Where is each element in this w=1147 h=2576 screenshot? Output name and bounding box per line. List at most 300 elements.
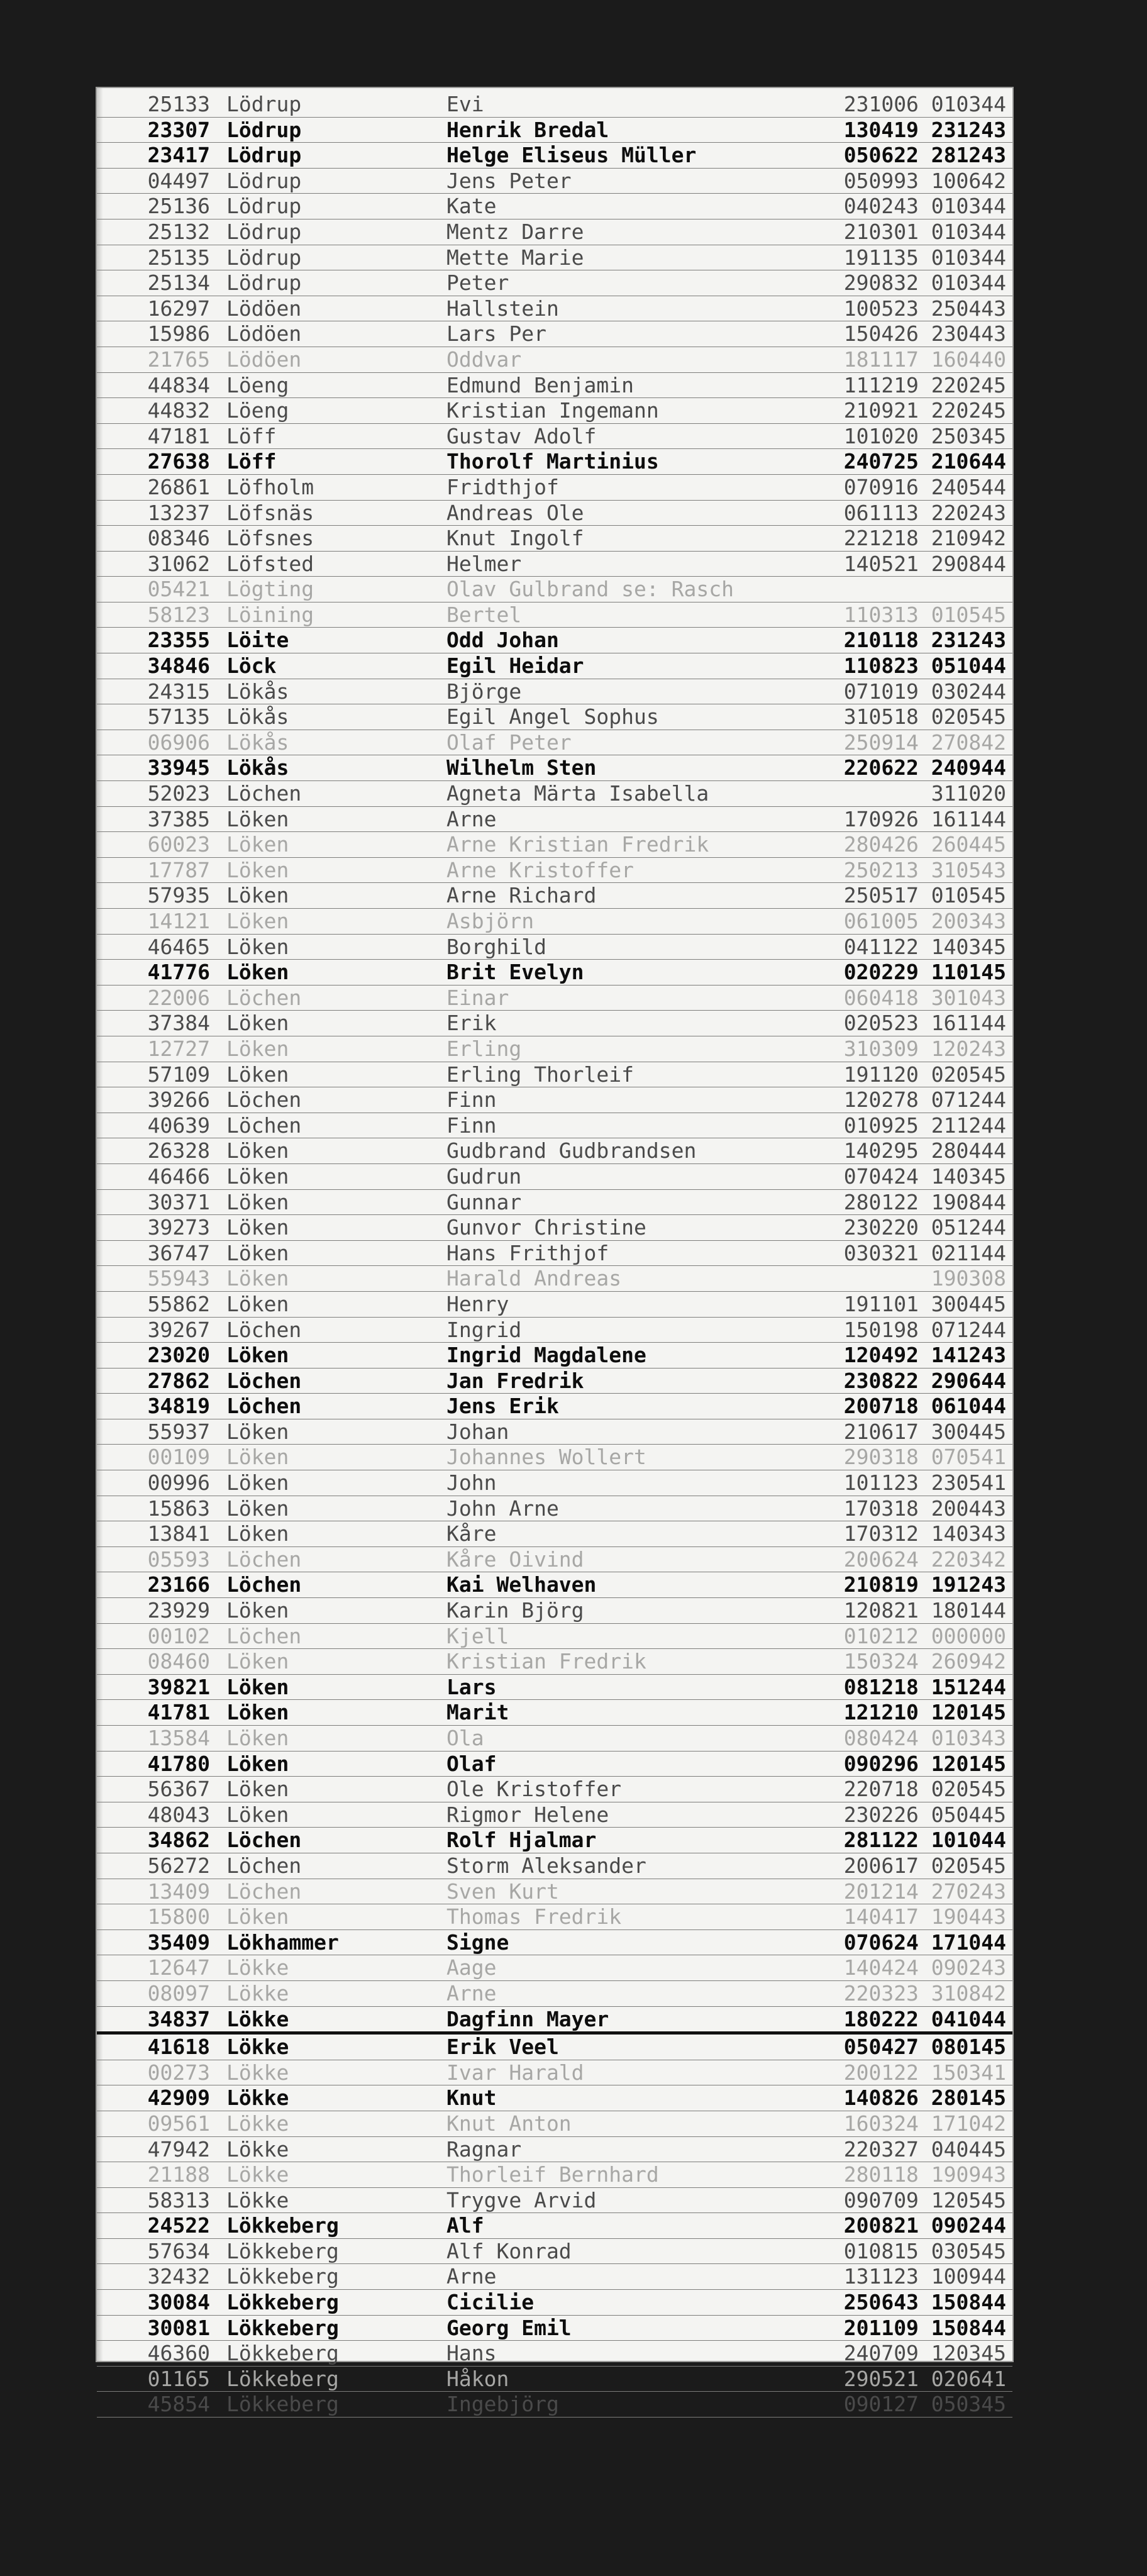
record-row	[97, 1087, 1012, 1113]
record-dates: 081218 151244	[843, 1674, 1006, 1699]
record-given-names: Olaf Peter	[446, 730, 572, 755]
record-given-names: Arne Kristian Fredrik	[446, 832, 709, 857]
record-given-names: Bertel	[446, 602, 522, 627]
record-given-names: Arne	[446, 1980, 497, 2006]
record-number: 34862	[147, 1828, 210, 1853]
record-surname: Lökke	[226, 2006, 289, 2031]
record-number: 58123	[147, 602, 210, 627]
record-given-names: Cicilie	[446, 2290, 535, 2315]
record-row	[97, 1572, 1012, 1598]
record-surname: Lödrup	[226, 168, 302, 193]
record-row	[97, 909, 1012, 935]
record-row	[97, 755, 1012, 781]
record-surname: Lödrup	[226, 92, 302, 116]
record-given-names: Oddvar	[446, 347, 522, 372]
record-number: 41781	[147, 1700, 210, 1725]
record-number: 55943	[147, 1266, 210, 1291]
record-given-names: Ingrid	[446, 1317, 522, 1342]
record-row	[97, 2060, 1012, 2086]
record-given-names: Rolf Hjalmar	[446, 1828, 597, 1853]
record-dates: 221218 210942	[843, 526, 1006, 551]
record-number: 32432	[147, 2264, 210, 2289]
record-dates: 220327 040445	[843, 2136, 1006, 2162]
record-row	[97, 2162, 1012, 2188]
record-number: 41780	[147, 1751, 210, 1776]
record-row	[97, 1726, 1012, 1752]
record-row	[97, 2213, 1012, 2239]
record-row	[97, 1368, 1012, 1394]
record-number: 01165	[147, 2366, 210, 2391]
record-given-names: Storm Aleksander	[446, 1853, 646, 1878]
record-surname: Lökkeberg	[226, 2290, 339, 2315]
record-dates: 181117 160440	[843, 347, 1006, 372]
record-given-names: Johannes Wollert	[446, 1445, 646, 1470]
record-row	[97, 1700, 1012, 1726]
record-number: 55937	[147, 1419, 210, 1444]
record-number: 26328	[147, 1138, 210, 1163]
record-given-names: Knut Anton	[446, 2111, 572, 2136]
record-number: 05593	[147, 1546, 210, 1572]
record-row	[97, 1828, 1012, 1853]
record-number: 47181	[147, 423, 210, 448]
record-row	[97, 883, 1012, 909]
record-given-names: Kate	[446, 194, 497, 219]
record-surname: Lökke	[226, 1980, 289, 2006]
record-row	[97, 475, 1012, 501]
record-surname: Lödrup	[226, 194, 302, 219]
record-dates: 220622 240944	[843, 755, 1006, 780]
record-row	[97, 1190, 1012, 1216]
record-row	[97, 1036, 1012, 1062]
record-given-names: Ola	[446, 1726, 484, 1750]
record-surname: Löfholm	[226, 474, 314, 499]
record-given-names: Agneta Märta Isabella	[446, 781, 709, 806]
record-given-names: Jens Erik	[446, 1394, 559, 1419]
record-dates: 290318 070541	[843, 1445, 1006, 1470]
record-surname: Lödöen	[226, 296, 302, 321]
record-dates: 120492 141243	[843, 1343, 1006, 1368]
record-number: 15863	[147, 1496, 210, 1521]
record-number: 39273	[147, 1215, 210, 1240]
record-dates: 201214 270243	[843, 1879, 1006, 1904]
record-surname: Lökke	[226, 2060, 289, 2085]
record-surname: Löken	[226, 1726, 289, 1750]
record-row	[97, 781, 1012, 807]
record-dates: 020523 161144	[843, 1011, 1006, 1036]
record-number: 44832	[147, 398, 210, 423]
record-given-names: Erik Veel	[446, 2035, 559, 2060]
record-given-names: Kristian Fredrik	[446, 1649, 646, 1674]
record-given-names: Egil Angel Sophus	[446, 704, 659, 730]
record-dates: 120821 180144	[843, 1598, 1006, 1623]
record-dates: 110313 010545	[843, 602, 1006, 627]
record-surname: Löken	[226, 1700, 289, 1725]
record-given-names: Gustav Adolf	[446, 423, 597, 448]
record-given-names: Borghild	[446, 934, 546, 959]
record-number: 00996	[147, 1470, 210, 1496]
record-dates: 110823 051044	[843, 653, 1006, 679]
record-dates: 160324 171042	[843, 2111, 1006, 2136]
record-surname: Lökke	[226, 2111, 289, 2136]
record-number: 00109	[147, 1445, 210, 1470]
record-dates: 230822 290644	[843, 1368, 1006, 1393]
record-number: 00102	[147, 1623, 210, 1648]
record-row	[97, 1547, 1012, 1573]
record-number: 22006	[147, 985, 210, 1010]
record-number: 05421	[147, 577, 210, 602]
record-row	[97, 679, 1012, 705]
record-surname: Löchen	[226, 1113, 302, 1138]
record-number: 24315	[147, 679, 210, 704]
record-row	[97, 2392, 1012, 2418]
record-dates: 230220 051244	[843, 1215, 1006, 1240]
record-dates: 080424 010343	[843, 1726, 1006, 1750]
record-given-names: Ivar Harald	[446, 2060, 584, 2085]
record-given-names: Erling Thorleif	[446, 1062, 634, 1087]
record-dates: 250643 150844	[843, 2290, 1006, 2315]
record-given-names: Sven Kurt	[446, 1879, 559, 1904]
record-row	[97, 1675, 1012, 1701]
record-surname: Löff	[226, 423, 277, 448]
record-row	[97, 1394, 1012, 1419]
record-number: 23307	[147, 117, 210, 142]
record-row	[97, 602, 1012, 628]
record-surname: Lökkeberg	[226, 2315, 339, 2340]
record-row	[97, 1215, 1012, 1241]
record-dates: 240709 120345	[843, 2341, 1006, 2366]
record-surname: Lödöen	[226, 347, 302, 372]
record-dates: 050622 281243	[843, 143, 1006, 168]
record-number: 04497	[147, 168, 210, 193]
record-surname: Lökkeberg	[226, 2341, 339, 2366]
record-row	[97, 347, 1012, 373]
record-dates: 200821 090244	[843, 2213, 1006, 2238]
record-row	[97, 858, 1012, 884]
record-given-names: Egil Heidar	[446, 653, 584, 679]
record-number: 25133	[147, 92, 210, 116]
record-dates: 210921 220245	[843, 398, 1006, 423]
record-row	[97, 194, 1012, 219]
record-surname: Löken	[226, 1674, 289, 1699]
record-row	[97, 449, 1012, 475]
record-dates: 041122 140345	[843, 934, 1006, 959]
record-row	[97, 1598, 1012, 1624]
record-surname: Löken	[226, 1521, 289, 1546]
record-row	[97, 2085, 1012, 2111]
record-dates: 060418 301043	[843, 985, 1006, 1010]
record-number: 08097	[147, 1980, 210, 2006]
record-number: 15986	[147, 321, 210, 347]
record-dates: 210617 300445	[843, 1419, 1006, 1444]
record-dates: 280426 260445	[843, 832, 1006, 857]
record-given-names: Kåre	[446, 1521, 497, 1546]
record-number: 57634	[147, 2238, 210, 2263]
record-given-names: Marit	[446, 1700, 509, 1725]
record-surname: Löchen	[226, 1828, 302, 1853]
record-number: 13584	[147, 1726, 210, 1750]
record-dates: 150426 230443	[843, 321, 1006, 347]
record-row	[97, 2035, 1012, 2060]
record-row	[97, 1343, 1012, 1368]
record-number: 13841	[147, 1521, 210, 1546]
record-surname: Löchen	[226, 1623, 302, 1648]
record-dates: 010815 030545	[843, 2238, 1006, 2263]
record-number: 14121	[147, 909, 210, 933]
record-row	[97, 1241, 1012, 1267]
record-dates: 070624 171044	[843, 1929, 1006, 1955]
record-surname: Löken	[226, 1777, 289, 1802]
record-given-names: Hans	[446, 2341, 497, 2366]
record-given-names: Odd Johan	[446, 628, 559, 653]
record-row	[97, 960, 1012, 985]
record-given-names: Gudbrand Gudbrandsen	[446, 1138, 697, 1163]
record-number: 25136	[147, 194, 210, 219]
record-row	[97, 526, 1012, 552]
record-surname: Löeng	[226, 372, 289, 397]
record-given-names: Mentz Darre	[446, 219, 584, 244]
record-row	[97, 1266, 1012, 1292]
record-number: 47942	[147, 2136, 210, 2162]
record-surname: Löchen	[226, 1368, 302, 1393]
record-row	[97, 143, 1012, 169]
record-given-names: Gunnar	[446, 1189, 522, 1214]
record-row	[97, 1138, 1012, 1164]
record-surname: Lögting	[226, 577, 314, 602]
record-given-names: John	[446, 1470, 497, 1496]
record-number: 52023	[147, 781, 210, 806]
record-number: 46360	[147, 2341, 210, 2366]
record-dates: 231006 010344	[843, 92, 1006, 116]
record-dates: 180222 041044	[843, 2006, 1006, 2031]
record-surname: Löeng	[226, 398, 289, 423]
record-dates: 170926 161144	[843, 806, 1006, 831]
record-surname: Lökke	[226, 2085, 289, 2111]
record-number: 46465	[147, 934, 210, 959]
record-number: 40639	[147, 1113, 210, 1138]
record-number: 30084	[147, 2290, 210, 2315]
record-dates: 140424 090243	[843, 1955, 1006, 1980]
record-row	[97, 704, 1012, 730]
record-surname: Löken	[226, 1445, 289, 1470]
record-row	[97, 1419, 1012, 1445]
record-given-names: Jens Peter	[446, 168, 572, 193]
record-surname: Löken	[226, 1496, 289, 1521]
record-surname: Lödrup	[226, 117, 302, 142]
record-dates: 200122 150341	[843, 2060, 1006, 2085]
record-surname: Löken	[226, 1419, 289, 1444]
record-dates: 150198 071244	[843, 1317, 1006, 1342]
record-row	[97, 2316, 1012, 2341]
record-dates: 310309 120243	[843, 1036, 1006, 1061]
record-surname: Lökås	[226, 679, 289, 704]
record-row	[97, 1113, 1012, 1139]
record-number: 09561	[147, 2111, 210, 2136]
record-surname: Lökkeberg	[226, 2238, 339, 2263]
record-given-names: Kjell	[446, 1623, 509, 1648]
record-surname: Lödrup	[226, 270, 302, 296]
record-given-names: Andreas Ole	[446, 500, 584, 525]
record-row	[97, 1624, 1012, 1650]
record-given-names: Finn	[446, 1113, 497, 1138]
record-surname: Lökås	[226, 755, 289, 780]
record-surname: Löken	[226, 1189, 289, 1214]
record-dates: 140521 290844	[843, 551, 1006, 576]
record-surname: Lödöen	[226, 321, 302, 347]
record-row	[97, 985, 1012, 1011]
record-row	[97, 2111, 1012, 2137]
record-dates: 070916 240544	[843, 474, 1006, 499]
record-number: 15800	[147, 1904, 210, 1929]
record-number: 34846	[147, 653, 210, 679]
record-row	[97, 1752, 1012, 1777]
record-number: 08346	[147, 526, 210, 551]
record-given-names: Wilhelm Sten	[446, 755, 597, 780]
record-surname: Löfsnes	[226, 526, 314, 551]
record-dates: 210118 231243	[843, 628, 1006, 653]
record-dates: 020229 110145	[843, 960, 1006, 985]
record-dates: 090709 120545	[843, 2187, 1006, 2212]
record-given-names: Ragnar	[446, 2136, 522, 2162]
record-dates: 140417 190443	[843, 1904, 1006, 1929]
record-row	[97, 219, 1012, 245]
record-surname: Löite	[226, 628, 289, 653]
record-number: 13237	[147, 500, 210, 525]
record-number: 44834	[147, 372, 210, 397]
record-surname: Löken	[226, 1036, 289, 1061]
record-surname: Löken	[226, 857, 289, 882]
record-dates: 310518 020545	[843, 704, 1006, 730]
record-surname: Löken	[226, 1343, 289, 1368]
record-given-names: Thorleif Bernhard	[446, 2162, 659, 2187]
record-dates: 201109 150844	[843, 2315, 1006, 2340]
record-number: 34837	[147, 2006, 210, 2031]
record-row	[97, 1318, 1012, 1343]
record-surname: Löchen	[226, 1546, 302, 1572]
record-number: 35409	[147, 1929, 210, 1955]
record-row	[97, 1292, 1012, 1318]
record-given-names: Arne	[446, 2264, 497, 2289]
record-dates: 071019 030244	[843, 679, 1006, 704]
record-surname: Löken	[226, 1751, 289, 1776]
record-number: 56272	[147, 1853, 210, 1878]
record-row	[97, 2341, 1012, 2367]
record-number: 55862	[147, 1291, 210, 1316]
record-given-names: Arne Richard	[446, 883, 597, 908]
record-given-names: Finn	[446, 1087, 497, 1113]
record-dates: 250213 310543	[843, 857, 1006, 882]
record-dates: 150324 260942	[843, 1649, 1006, 1674]
record-number: 00273	[147, 2060, 210, 2085]
record-number: 60023	[147, 832, 210, 857]
record-row	[97, 424, 1012, 450]
record-given-names: Olaf	[446, 1751, 497, 1776]
record-row	[97, 1062, 1012, 1088]
record-surname: Lökke	[226, 2162, 289, 2187]
record-number: 46466	[147, 1163, 210, 1189]
record-number: 23355	[147, 628, 210, 653]
record-number: 37385	[147, 806, 210, 831]
record-dates: 280122 190844	[843, 1189, 1006, 1214]
record-dates: 061113 220243	[843, 500, 1006, 525]
record-surname: Löchen	[226, 1087, 302, 1113]
record-number: 25135	[147, 245, 210, 270]
record-dates: 281122 101044	[843, 1828, 1006, 1853]
record-given-names: Erik	[446, 1011, 497, 1036]
record-row	[97, 92, 1012, 118]
record-surname: Lödrup	[226, 245, 302, 270]
record-surname: Löken	[226, 806, 289, 831]
record-row	[97, 2137, 1012, 2163]
record-dates: 061005 200343	[843, 909, 1006, 933]
record-surname: Löken	[226, 1011, 289, 1036]
record-row	[97, 2264, 1012, 2290]
record-given-names: Henry	[446, 1291, 509, 1316]
record-number: 06906	[147, 730, 210, 755]
record-row	[97, 2007, 1012, 2035]
record-surname: Löining	[226, 602, 314, 627]
record-dates: 250517 010545	[843, 883, 1006, 908]
record-number: 36747	[147, 1240, 210, 1265]
record-given-names: Gunvor Christine	[446, 1215, 646, 1240]
record-number: 30081	[147, 2315, 210, 2340]
record-row	[97, 2239, 1012, 2265]
record-surname: Lökke	[226, 2187, 289, 2212]
record-number: 27862	[147, 1368, 210, 1393]
record-dates: 100523 250443	[843, 296, 1006, 321]
record-number: 39821	[147, 1674, 210, 1699]
record-surname: Löfsted	[226, 551, 314, 576]
record-number: 41618	[147, 2035, 210, 2060]
record-given-names: Alf	[446, 2213, 484, 2238]
record-dates: 030321 021144	[843, 1240, 1006, 1265]
record-number: 57935	[147, 883, 210, 908]
record-surname: Löchen	[226, 1572, 302, 1597]
record-surname: Löken	[226, 1649, 289, 1674]
record-given-names: Thomas Fredrik	[446, 1904, 622, 1929]
record-row	[97, 1853, 1012, 1879]
record-dates: 200718 061044	[843, 1394, 1006, 1419]
record-dates: 240725 210644	[843, 449, 1006, 474]
record-number: 13409	[147, 1879, 210, 1904]
record-given-names: Hallstein	[446, 296, 559, 321]
record-given-names: Signe	[446, 1929, 509, 1955]
record-given-names: Johan	[446, 1419, 509, 1444]
record-dates: 140826 280145	[843, 2085, 1006, 2111]
record-surname: Löchen	[226, 985, 302, 1010]
record-number: 27638	[147, 449, 210, 474]
record-dates: 101020 250345	[843, 423, 1006, 448]
record-given-names: Helmer	[446, 551, 522, 576]
record-given-names: Hans Frithjof	[446, 1240, 609, 1265]
record-dates: 280118 190943	[843, 2162, 1006, 2187]
record-number: 39267	[147, 1317, 210, 1342]
record-given-names: Alf Konrad	[446, 2238, 572, 2263]
record-dates: 111219 220245	[843, 372, 1006, 397]
record-row	[97, 1802, 1012, 1828]
record-number: 12647	[147, 1955, 210, 1980]
record-row	[97, 628, 1012, 653]
record-row	[97, 807, 1012, 833]
record-row	[97, 1496, 1012, 1522]
record-dates: 120278 071244	[843, 1087, 1006, 1113]
record-surname: Lökke	[226, 1955, 289, 1980]
record-given-names: Mette Marie	[446, 245, 584, 270]
record-dates: 220718 020545	[843, 1777, 1006, 1802]
record-row	[97, 1955, 1012, 1981]
record-dates: 311020	[931, 781, 1006, 806]
record-given-names: Arne	[446, 806, 497, 831]
record-number: 42909	[147, 2085, 210, 2111]
